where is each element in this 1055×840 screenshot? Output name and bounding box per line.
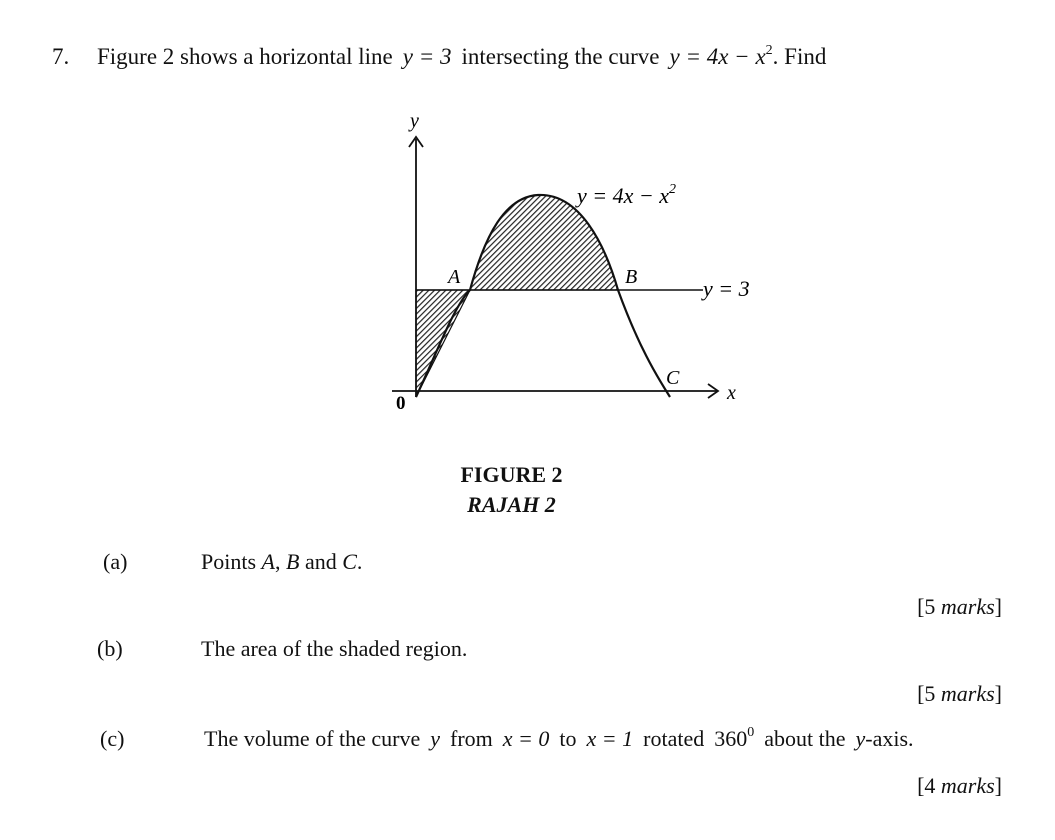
part-c-t3: to	[559, 726, 577, 751]
part-a-sep1: ,	[274, 549, 286, 574]
curve-equation-exponent: 2	[765, 43, 773, 58]
part-b-marks-num: [5	[917, 681, 941, 706]
shaded-region-top	[470, 195, 618, 290]
part-b-marks-word: marks	[940, 681, 995, 706]
stem-suffix: . Find	[772, 44, 827, 69]
part-a-point-c: C	[342, 549, 357, 574]
x-axis-label: x	[727, 382, 736, 404]
part-c-t6: -axis.	[865, 726, 914, 751]
point-b-label: B	[625, 266, 638, 288]
figure-caption: FIGURE 2	[460, 462, 563, 487]
part-c-y-var: y	[430, 726, 441, 751]
question-number: 7.	[52, 44, 70, 69]
part-c-marks	[917, 773, 1002, 799]
part-a-point-a: A	[261, 549, 275, 574]
stem-prefix: Figure 2 shows a horizontal line	[97, 44, 393, 69]
part-c-x-to: x = 1	[586, 726, 634, 751]
part-a-sep2: and	[299, 549, 343, 574]
line-equation: y = 3	[402, 44, 452, 69]
point-c-label: C	[666, 367, 680, 389]
y-axis-label: y	[410, 110, 419, 132]
figure-2-diagram	[370, 105, 790, 425]
part-c-angle-exp: 0	[747, 725, 755, 740]
part-c-t2: from	[450, 726, 493, 751]
stem-mid: intersecting the curve	[461, 44, 660, 69]
part-b-text: The area of the shaded region.	[201, 636, 468, 661]
part-b-marks-close: ]	[994, 681, 1002, 706]
curve-label-exponent: 2	[669, 182, 676, 197]
point-a-label: A	[448, 266, 461, 288]
part-a-marks-close: ]	[994, 594, 1002, 619]
part-c-angle: 360	[714, 726, 748, 751]
part-c-t1: The volume of the curve	[204, 726, 421, 751]
part-a-marks	[917, 594, 1002, 620]
part-c-label: (c)	[100, 726, 125, 751]
curve-label-text: y = 4x − x	[577, 183, 669, 208]
part-c-t5: about the	[764, 726, 846, 751]
part-c-t4: rotated	[643, 726, 705, 751]
figure-caption-malay: RAJAH 2	[467, 492, 556, 517]
question-stem	[97, 44, 826, 70]
part-a-marks-num: [5	[917, 594, 941, 619]
part-c-marks-num: [4	[917, 773, 941, 798]
part-a-text	[201, 549, 362, 575]
part-c-marks-close: ]	[994, 773, 1002, 798]
part-a-prefix: Points	[201, 549, 262, 574]
part-a-end: .	[356, 549, 363, 574]
part-c-x-from: x = 0	[502, 726, 550, 751]
part-a-point-b: B	[285, 549, 300, 574]
part-c-axis-var: y	[855, 726, 866, 751]
origin-label: 0	[396, 393, 406, 414]
curve-equation: y = 4x − x	[669, 44, 766, 69]
part-c-text	[204, 726, 914, 752]
curve-label	[575, 182, 676, 208]
part-b-label: (b)	[97, 636, 123, 661]
part-b-marks	[917, 681, 1002, 707]
part-a-label: (a)	[103, 549, 128, 574]
part-c-marks-word: marks	[940, 773, 995, 798]
line-label: y = 3	[703, 276, 750, 301]
part-a-marks-word: marks	[940, 594, 995, 619]
